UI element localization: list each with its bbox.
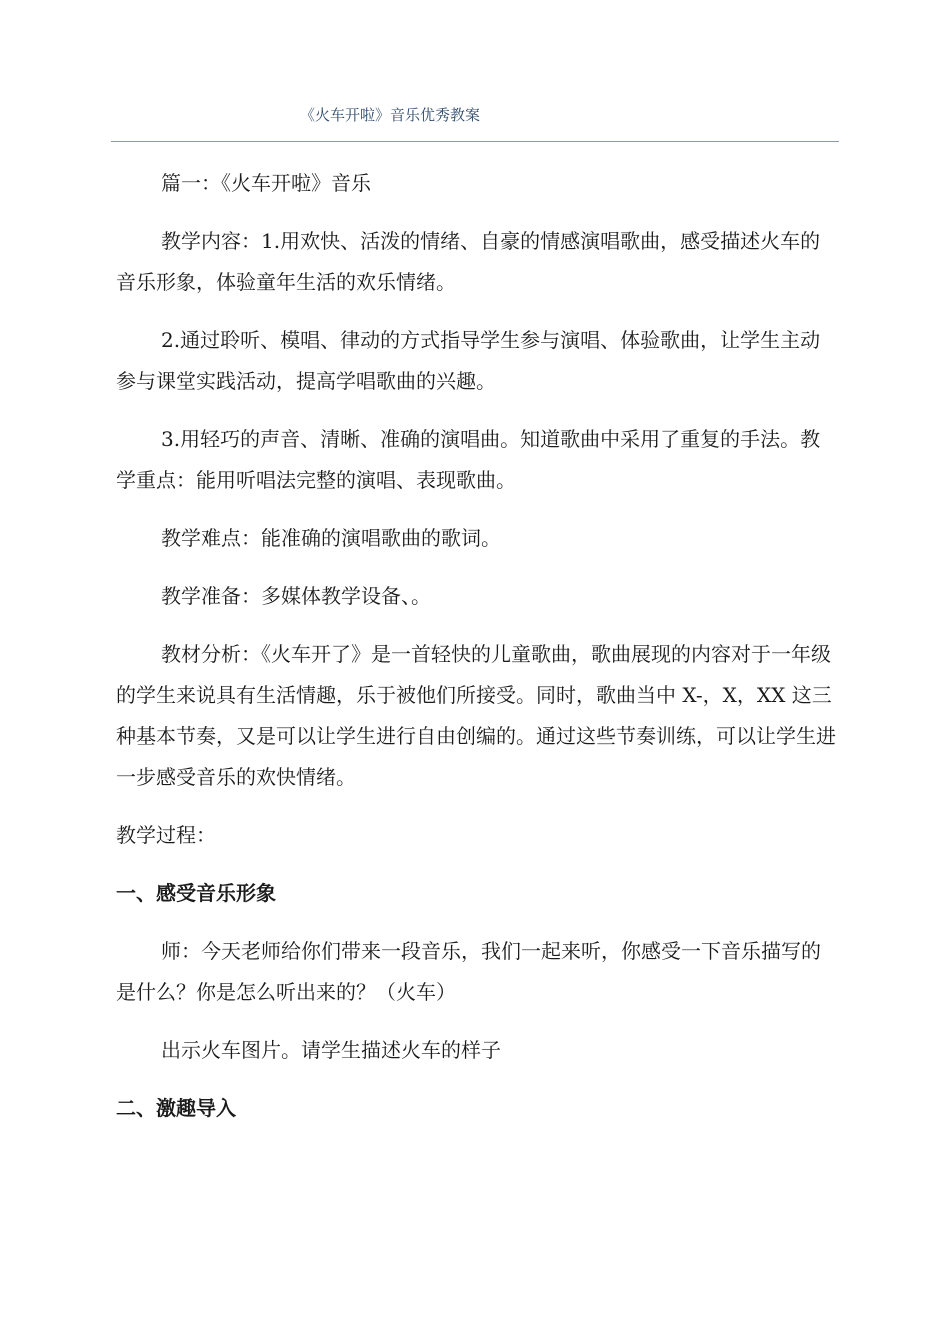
paragraph-difficulty: 教学难点：能准确的演唱歌曲的歌词。 [161, 526, 501, 550]
heading-section-1: 一、感受音乐形象 [116, 881, 276, 905]
paragraph-analysis: 教材分析：《火车开了》是一首轻快的儿童歌曲，歌曲展现的内容对于一年级的学生来说具有生活情趣，乐于被他们所接受。同时，歌曲当中 X-，X，XX 这三种基本节奏，又是可以让学生进行自由创编的。通过这些节奏训练，可以让学生进一步感受音乐的欢快情绪。 [116, 642, 836, 789]
heading-section-2: 二、激趣导入 [116, 1096, 236, 1120]
paragraph-section-title: 篇一：《火车开啦》音乐 [161, 171, 371, 195]
paragraph-show-picture: 出示火车图片。请学生描述火车的样子 [161, 1038, 501, 1062]
paragraph-goal-3: 3.用轻巧的声音、清晰、准确的演唱曲。知道歌曲中采用了重复的手法。教学重点：能用听唱法完整的演唱、表现歌曲。 [116, 427, 821, 492]
header-divider [111, 141, 839, 142]
document-title: 《火车开啦》音乐优秀教案 [300, 106, 481, 124]
document-body [116, 163, 836, 1146]
paragraph-teaching-content: 教学内容：1.用欢快、活泼的情绪、自豪的情感演唱歌曲，感受描述火车的音乐形象，体验童年生活的欢乐情绪。 [116, 229, 821, 294]
paragraph-process-label: 教学过程： [116, 823, 216, 847]
paragraph-teacher-intro: 师：今天老师给你们带来一段音乐，我们一起来听，你感受一下音乐描写的是什么？你是怎么听出来的？（火车） [116, 939, 821, 1004]
paragraph-preparation: 教学准备：多媒体教学设备、。 [161, 584, 431, 608]
paragraph-goal-2: 2.通过聆听、模唱、律动的方式指导学生参与演唱、体验歌曲，让学生主动参与课堂实践活动，提高学唱歌曲的兴趣。 [116, 328, 821, 393]
